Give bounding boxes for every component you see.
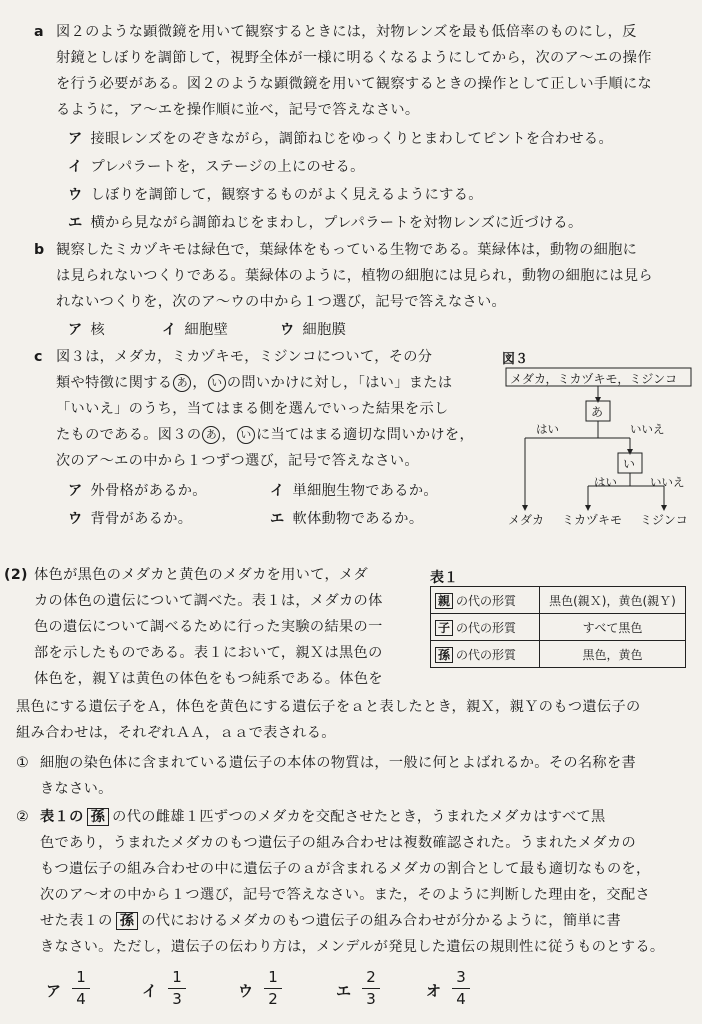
option-b-i: イ 細胞壁 xyxy=(162,322,229,338)
options-c-row-2 xyxy=(68,509,423,529)
figure-3-q2: い xyxy=(623,457,636,471)
options-c-row-1 xyxy=(68,481,438,501)
figure-3-no-2: いいえ xyxy=(650,475,685,489)
grandchild-box: 孫 xyxy=(87,808,110,826)
table-row: 親 の代の形質 黒色(親Ｘ)，黄色(親Ｙ) xyxy=(431,587,686,614)
question-b-line-2: は見られないつくりである。葉緑体のように，植物の細胞には見られ，動物の細胞には見ら xyxy=(56,268,653,284)
question-a-line-2: 射鏡としぼりを調節して，視野全体が一様に明るくなるようにしてから，次のア～エの操作 xyxy=(56,50,652,66)
question-c-line-3: 「いいえ」のうち，当てはまる側を選んでいった結果を示し xyxy=(56,401,449,417)
option-c-e: エ 軟体動物であるか。 xyxy=(270,511,424,527)
question-b-line-3: れないつくりを，次のア～ウの中から１つ選び，記号で答えなさい。 xyxy=(56,294,507,310)
question-2-line-6: 黒色にする遺伝子をＡ，体色を黄色にする遺伝子をａと表したとき，親Ｘ，親Ｙのもつ遺伝子の xyxy=(16,699,641,715)
question-c-label: c xyxy=(34,349,43,365)
question-2-line-5: 体色を，親Ｙは黄色の体色をもつ純系である。体色を xyxy=(34,671,383,687)
question-2-line-3: 色の遺伝について調べるために行った実験の結果の一 xyxy=(34,619,383,635)
table-row: 子 の代の形質 すべて黒色 xyxy=(431,614,686,641)
table-1 xyxy=(430,586,686,668)
question-2-2-line-2: 色であり，うまれたメダカのもつ遺伝子の組み合わせは複数確認された。うまれたメダカの xyxy=(40,835,637,851)
question-2-line-4: 部を示したものである。表１において，親Ｘは黒色の xyxy=(34,645,383,661)
question-a-line-3: を行う必要がある。図２のような顕微鏡を用いて観察するときの操作として正しい手順にな xyxy=(56,76,653,92)
question-2-2-line-4: 次のア～オの中から１つ選び，記号で答えなさい。また，そのように判断した理由を，交配さ xyxy=(40,887,651,903)
option-a-e: エ 横から見ながら調節ねじをまわし，プレパラートを対物レンズに近づける。 xyxy=(68,215,583,231)
question-c-line-1: c 図３は，メダカ，ミカヅキモ，ミジンコについて，その分 xyxy=(34,349,433,365)
question-a-label: a xyxy=(34,24,44,40)
question-b-line-1: b 観察したミカヅキモは緑色で，葉緑体をもっている生物である。葉緑体は，動物の細胞に xyxy=(34,242,638,258)
option-a-u: ウ しぼりを調節して，観察するものがよく見えるようにする。 xyxy=(68,187,483,203)
question-c-line-5: 次のア～エの中から１つずつ選び，記号で答えなさい。 xyxy=(56,453,419,469)
option-a-i: イ プレパラートを，ステージの上にのせる。 xyxy=(68,159,365,175)
figure-3-leaf-medaka: メダカ xyxy=(508,513,545,527)
option-c-a: ア 外骨格があるか。 xyxy=(68,483,207,499)
option-c-u: ウ 背骨があるか。 xyxy=(68,511,193,527)
figure-3-yes-2: はい xyxy=(594,475,617,489)
circle-i-mark: い xyxy=(237,426,255,444)
figure-3-leaf-mijinko: ミジンコ xyxy=(640,513,688,527)
option-a-a: ア 接眼レンズをのぞきながら，調節ねじをゆっくりとまわしてピントを合わせる。 xyxy=(68,131,613,147)
table-row: 孫 の代の形質 黒色，黄色 xyxy=(431,641,686,668)
question-2-1-line-1: ① 細胞の染色体に含まれている遺伝子の本体の物質は，一般に何とよばれるか。その名称を書 xyxy=(16,755,637,771)
figure-3-no-1: いいえ xyxy=(630,422,665,436)
option-b-u: ウ 細胞膜 xyxy=(280,322,347,338)
figure-3-q1: あ xyxy=(591,405,604,419)
figure-3-leaf-mikazukimo: ミカヅキモ xyxy=(562,513,623,527)
figure-3-flowchart xyxy=(500,346,695,531)
question-2-number: (2) xyxy=(4,567,28,583)
question-2-1-line-2: きなさい。 xyxy=(40,781,113,797)
option-c-i: イ 単細胞生物であるか。 xyxy=(270,483,438,499)
question-a-line-1: a 図２のような顕微鏡を用いて観察するときには，対物レンズを最も低倍率のものにし，反 xyxy=(34,24,637,40)
options-b xyxy=(68,320,346,340)
figure-3-yes-1: はい xyxy=(536,422,559,436)
question-2-2-line-1: ② 表１の 孫 の代の雌雄１匹ずつのメダカを交配させたとき，うまれたメダカはすべて黒 xyxy=(16,809,606,825)
figure-3-top-label: メダカ，ミカヅキモ，ミジンコ xyxy=(510,372,678,386)
question-c-line-4: たものである。図３の あ ， い に当てはまる適切な問いかけを， xyxy=(56,427,475,443)
question-a-line-4: るように，ア～エを操作順に並べ，記号で答えなさい。 xyxy=(56,102,420,118)
question-b-label: b xyxy=(34,242,45,258)
option-b-a: ア 核 xyxy=(68,322,106,338)
fraction-options: ア 1 4 イ 1 3 ウ 1 2 エ 2 3 オ 3 4 xyxy=(46,968,686,1012)
question-2-2-line-3: もつ遺伝子の組み合わせの中に遺伝子のａが含まれるメダカの割合として最も適切なものを， xyxy=(40,861,651,877)
question-2-2-line-6: きなさい。ただし，遺伝子の伝わり方は，メンデルが発見した遺伝の規則性に従うものとする。 xyxy=(40,939,665,955)
grandchild-box: 孫 xyxy=(116,912,139,930)
question-2-2-line-5: せた表１の 孫 の代におけるメダカのもつ遺伝子の組み合わせが分かるように，簡単に書 xyxy=(40,913,621,929)
circle-i-mark: い xyxy=(208,374,226,392)
circle-a-mark: あ xyxy=(202,426,220,444)
question-c-line-2: 類や特徴に関する あ ， い の問いかけに対し，「はい」または xyxy=(56,375,453,391)
question-2-line-7: 組み合わせは，それぞれＡＡ，ａａで表される。 xyxy=(16,725,336,741)
table-1-title: 表１ xyxy=(430,570,458,586)
circle-a-mark: あ xyxy=(173,374,191,392)
question-2-line-1: (2) 体色が黒色のメダカと黄色のメダカを用いて，メダ xyxy=(4,567,369,583)
question-2-line-2: カの体色の遺伝について調べた。表１は，メダカの体 xyxy=(34,593,383,609)
figure-3-title: 図３ xyxy=(502,352,529,367)
